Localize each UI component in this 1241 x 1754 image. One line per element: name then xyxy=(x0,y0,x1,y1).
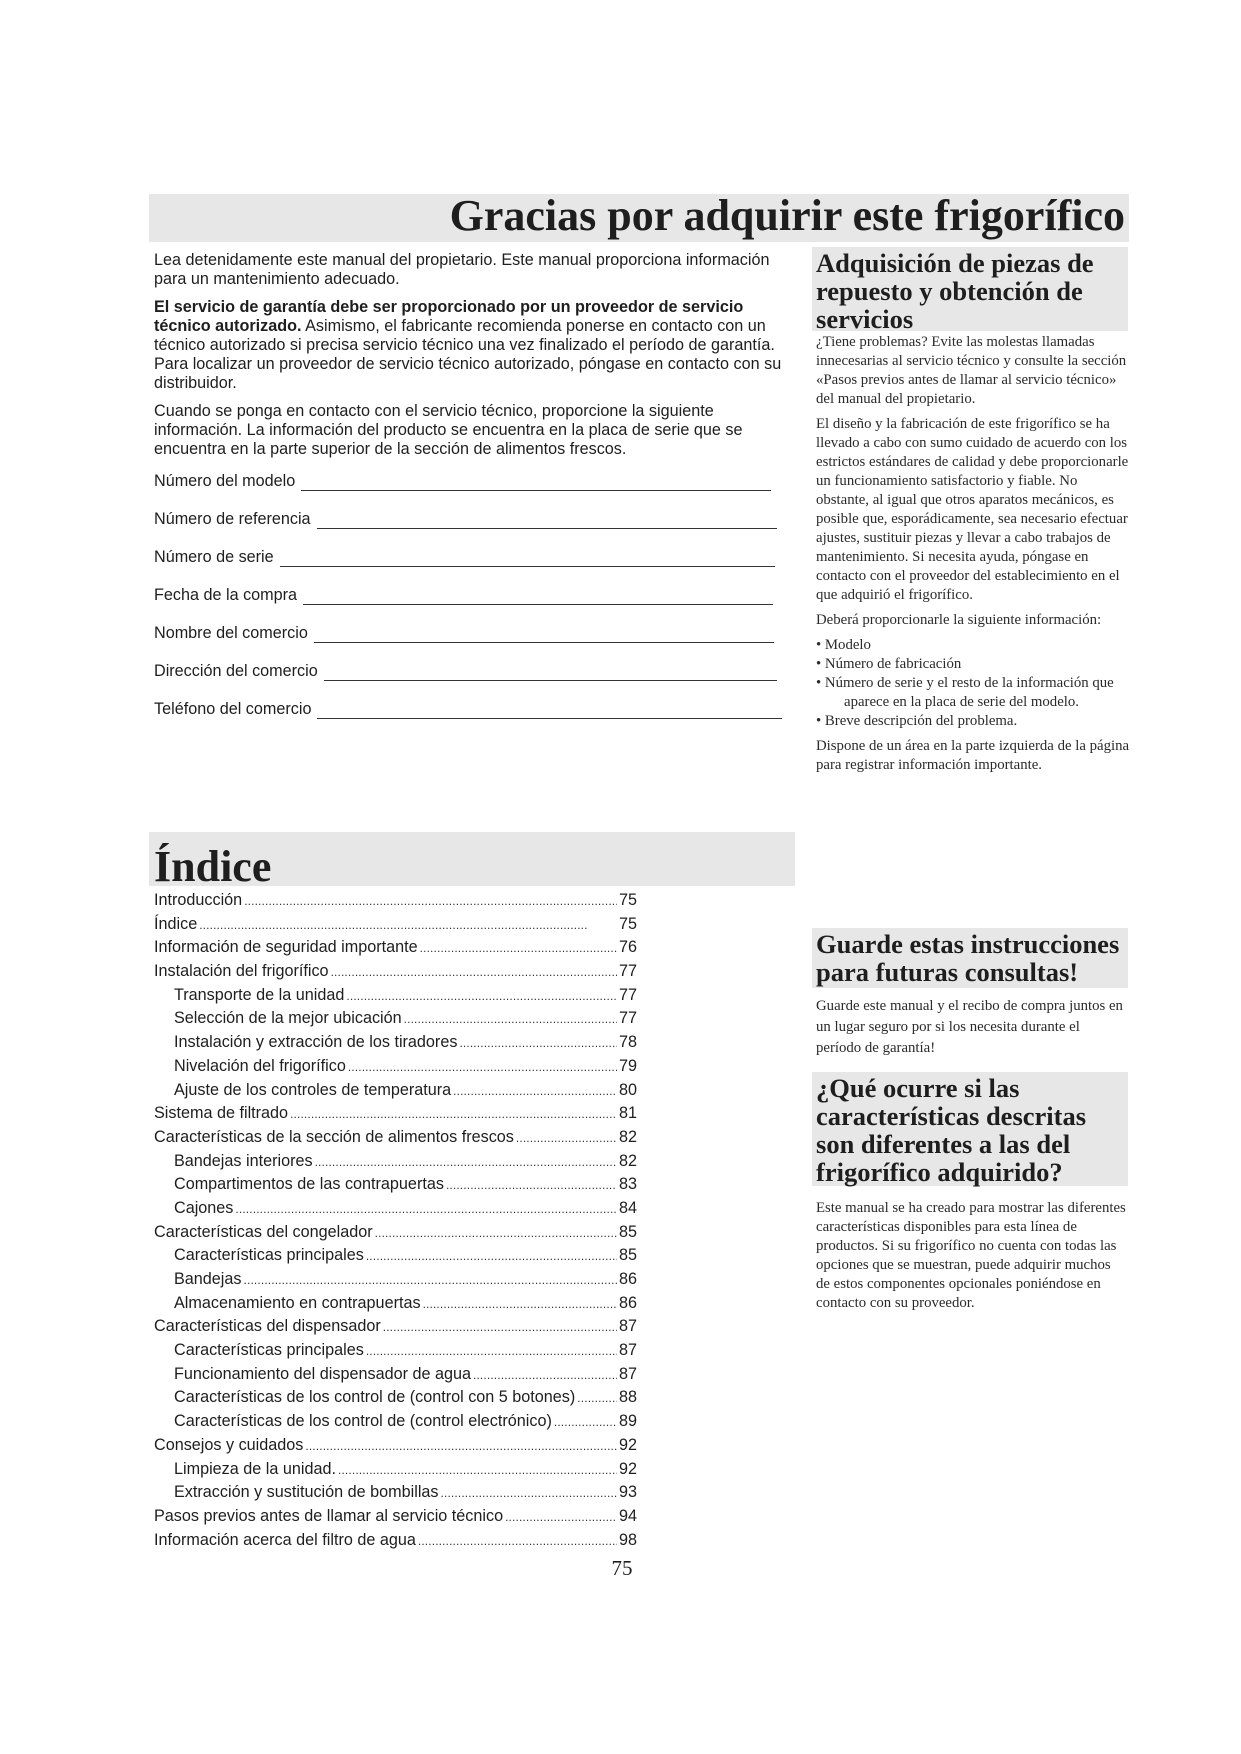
toc-subentry[interactable] xyxy=(154,1079,637,1103)
toc-page: 93 xyxy=(618,1483,637,1502)
toc-label: Características de los control de (control con 5 botones) xyxy=(174,1388,576,1407)
field-label: Fecha de la compra xyxy=(154,586,298,604)
toc-leader xyxy=(420,936,617,961)
parts-paragraph-4: Dispone de un área en la parte izquierda de la página para registrar información importante. xyxy=(816,738,1130,773)
field-blank-line xyxy=(303,590,773,605)
table-of-contents xyxy=(154,889,637,1552)
toc-subentry[interactable] xyxy=(154,1363,637,1387)
toc-label: Consejos y cuidados xyxy=(154,1435,304,1454)
toc-subentry[interactable] xyxy=(154,1410,637,1434)
toc-label: Funcionamiento del dispensador de agua xyxy=(174,1364,471,1383)
differences-section xyxy=(816,1199,1126,1319)
toc-page: 92 xyxy=(618,1435,637,1454)
differences-text: Este manual se ha creado para mostrar las diferentes características disponibles para esta línea de productos. Si su frigorífico no cuenta con todas las opciones que se muestran, puede adquirir muchos de estos componentes opcionales poniéndose en contacto con su proveedor. xyxy=(816,1200,1126,1311)
toc-label: Características de la sección de alimentos frescos xyxy=(154,1127,514,1146)
toc-subentry[interactable] xyxy=(154,1173,637,1197)
toc-subentry[interactable] xyxy=(154,1292,637,1316)
toc-leader xyxy=(331,960,617,985)
toc-page: 82 xyxy=(618,1151,637,1170)
field-store-name xyxy=(154,621,774,643)
toc-page: 77 xyxy=(618,962,637,981)
toc-page: 77 xyxy=(618,1009,637,1028)
field-serial-number xyxy=(154,545,775,567)
toc-label: Instalación del frigorífico xyxy=(154,962,329,981)
save-section xyxy=(816,996,1126,1065)
toc-entry[interactable] xyxy=(154,1434,637,1458)
page-number: 75 xyxy=(611,1556,633,1580)
toc-leader xyxy=(554,1410,617,1435)
toc-label: Características del dispensador xyxy=(154,1317,381,1336)
toc-subentry[interactable] xyxy=(154,1458,637,1482)
index-title: Índice xyxy=(154,842,272,891)
toc-subentry[interactable] xyxy=(154,1150,637,1174)
toc-leader xyxy=(290,1102,617,1127)
differences-heading-band xyxy=(812,1072,1128,1186)
toc-leader xyxy=(516,1126,617,1151)
field-blank-line xyxy=(314,628,774,643)
intro-paragraph-1: Lea detenidamente este manual del propietario. Este manual proporciona información para un mantenimiento adecuado. xyxy=(154,251,770,288)
toc-page: 85 xyxy=(618,1246,637,1265)
title-band xyxy=(149,191,1129,242)
toc-page: 87 xyxy=(618,1317,637,1336)
toc-leader xyxy=(375,1221,617,1246)
toc-label: Introducción xyxy=(154,891,243,909)
toc-leader xyxy=(244,1268,617,1293)
index-band xyxy=(149,832,795,891)
toc-subentry[interactable] xyxy=(154,1007,637,1031)
toc-leader xyxy=(338,1458,617,1483)
toc-leader xyxy=(577,1386,617,1411)
toc-subentry[interactable] xyxy=(154,1339,637,1363)
toc-label: Información de seguridad importante xyxy=(154,938,418,957)
toc-entry[interactable] xyxy=(154,1315,637,1339)
toc-label: Transporte de la unidad xyxy=(174,985,345,1004)
toc-page: 86 xyxy=(618,1270,637,1288)
toc-label: Almacenamiento en contrapuertas xyxy=(174,1293,421,1312)
toc-label: Pasos previos antes de llamar al servicio técnico xyxy=(154,1506,504,1525)
toc-page: 85 xyxy=(618,1222,637,1241)
field-blank-line xyxy=(280,552,775,567)
toc-page: 98 xyxy=(618,1530,637,1549)
list-item: • Modelo xyxy=(816,636,1132,655)
record-fields xyxy=(154,469,786,735)
warranty-bold-text: El servicio de garantía debe ser proporcionado por un proveedor de servicio técnico autorizado. xyxy=(154,298,744,335)
field-blank-line xyxy=(317,704,782,719)
toc-label: Ajuste de los controles de temperatura xyxy=(174,1080,452,1099)
toc-page: 94 xyxy=(618,1506,637,1525)
save-heading: Guarde estas instrucciones para futuras consultas! xyxy=(816,929,1120,987)
toc-leader xyxy=(305,1434,617,1459)
field-blank-line xyxy=(317,514,777,529)
parts-paragraph-2: El diseño y la fabricación de este frigorífico se ha llevado a cabo con sumo cuidado de acuerdo con los estrictos estándares de calidad y debe proporcionarle un funcionamiento satisfactorio y fiable. No obstante, al igual que otros aparatos mecánicos, es posible que, esporádicamente, sea necesario efectuar ajustes, sustituir piezas y llevar a cabo trabajos de mantenimiento. Si necesita ayuda, póngase en contacto con el proveedor del establecimiento en el que adquirió el frigorífico. xyxy=(816,416,1129,603)
toc-subentry[interactable] xyxy=(154,1268,637,1292)
toc-leader xyxy=(441,1481,617,1506)
toc-entry[interactable] xyxy=(154,1505,637,1529)
save-heading-band xyxy=(812,928,1128,988)
toc-page: 77 xyxy=(618,985,637,1004)
toc-label: Nivelación del frigorífico xyxy=(174,1056,346,1075)
toc-entry[interactable] xyxy=(154,1529,637,1553)
toc-leader xyxy=(473,1363,617,1388)
toc-label: Bandejas interiores xyxy=(174,1151,313,1170)
field-model-number xyxy=(154,469,771,491)
toc-leader xyxy=(346,984,617,1009)
toc-label: Instalación y extracción de los tiradores xyxy=(174,1033,458,1052)
field-label: Nombre del comercio xyxy=(154,624,308,642)
toc-label: Características principales xyxy=(174,1246,364,1265)
toc-page: 86 xyxy=(618,1293,637,1312)
toc-subentry[interactable] xyxy=(154,1197,637,1221)
toc-page: 78 xyxy=(618,1033,637,1052)
toc-page: 87 xyxy=(618,1364,637,1383)
toc-leader xyxy=(453,1079,617,1104)
toc-subentry[interactable] xyxy=(154,1386,637,1410)
toc-leader xyxy=(235,1197,617,1222)
toc-leader xyxy=(366,1339,617,1364)
field-label: Teléfono del comercio xyxy=(154,700,312,718)
toc-leader xyxy=(366,1244,617,1269)
toc-leader xyxy=(315,1150,617,1175)
toc-label: Características de los control de (control electrónico) xyxy=(174,1412,552,1431)
list-item: • Número de serie y el resto de la información que aparece en la placa de serie del modelo. xyxy=(816,674,1132,712)
differences-heading: ¿Qué ocurre si las características descritas son diferentes a las del frigorífico adquirido? xyxy=(816,1073,1087,1187)
toc-label: Información acerca del filtro de agua xyxy=(154,1530,416,1549)
toc-entry[interactable] xyxy=(154,889,637,913)
toc-leader xyxy=(199,913,617,938)
toc-label: Bandejas xyxy=(174,1270,242,1288)
toc-leader xyxy=(348,1055,617,1080)
parts-heading: Adquisición de piezas de repuesto y obtención de servicios xyxy=(816,248,1094,334)
toc-entry[interactable] xyxy=(154,1221,637,1245)
parts-heading-band xyxy=(812,247,1128,334)
toc-label: Índice xyxy=(154,914,198,933)
toc-leader xyxy=(383,1315,617,1340)
field-store-phone xyxy=(154,697,782,719)
parts-section xyxy=(816,333,1132,781)
field-reference-number xyxy=(154,507,777,529)
toc-leader xyxy=(423,1292,617,1317)
parts-info-list xyxy=(816,636,1132,731)
field-blank-line xyxy=(301,476,771,491)
toc-page: 81 xyxy=(618,1104,637,1123)
toc-entry[interactable] xyxy=(154,913,637,937)
toc-subentry[interactable] xyxy=(154,1481,637,1505)
toc-page: 84 xyxy=(618,1198,637,1217)
toc-label: Sistema de filtrado xyxy=(154,1104,289,1123)
intro-paragraph-3: Cuando se ponga en contacto con el servicio técnico, proporcione la siguiente información. La información del producto se encuentra en la placa de serie que se encuentra en la parte superior de la sección de alimentos frescos. xyxy=(154,402,743,458)
toc-subentry[interactable] xyxy=(154,984,637,1008)
toc-leader xyxy=(446,1173,617,1198)
warranty-text: Asimismo, el fabricante recomienda ponerse en contacto con un técnico autorizado si precisa servicio técnico una vez finalizado el período de garantía. Para localizar un proveedor de servicio técnico autorizado, póngase en contacto con su distribuidor. xyxy=(154,317,782,392)
list-item: • Breve descripción del problema. xyxy=(816,712,1132,731)
field-purchase-date xyxy=(154,583,773,605)
toc-subentry[interactable] xyxy=(154,1244,637,1268)
toc-page: 75 xyxy=(618,914,637,933)
field-blank-line xyxy=(324,666,777,681)
parts-paragraph-3: Deberá proporcionarle la siguiente información: xyxy=(816,612,1102,628)
toc-entry[interactable] xyxy=(154,1126,637,1150)
parts-paragraph-1: ¿Tiene problemas? Evite las molestas llamadas innecesarias al servicio técnico y consulte la sección «Pasos previos antes de llamar al servicio técnico» del manual del propietario. xyxy=(816,334,1127,407)
toc-page: 89 xyxy=(618,1412,637,1431)
field-label: Número del modelo xyxy=(154,472,296,490)
field-label: Número de serie xyxy=(154,548,274,566)
list-item: • Número de fabricación xyxy=(816,655,1132,674)
toc-leader xyxy=(459,1031,617,1056)
toc-entry[interactable] xyxy=(154,936,637,960)
toc-label: Cajones xyxy=(174,1198,234,1217)
toc-page: 75 xyxy=(618,891,637,909)
toc-page: 88 xyxy=(618,1388,637,1407)
toc-entry[interactable] xyxy=(154,960,637,984)
toc-label: Selección de la mejor ubicación xyxy=(174,1009,402,1028)
toc-leader xyxy=(244,889,617,914)
intro-paragraph-2 xyxy=(154,298,794,393)
toc-page: 87 xyxy=(618,1341,637,1360)
toc-label: Limpieza de la unidad. xyxy=(174,1459,336,1478)
page-title: Gracias por adquirir este frigorífico xyxy=(449,191,1125,240)
toc-page: 76 xyxy=(618,938,637,957)
toc-label: Características principales xyxy=(174,1341,364,1360)
toc-leader xyxy=(505,1505,617,1530)
save-text: Guarde este manual y el recibo de compra juntos en un lugar seguro por si los necesita durante el período de garantía! xyxy=(816,998,1123,1056)
field-store-address xyxy=(154,659,777,681)
toc-label: Extracción y sustitución de bombillas xyxy=(174,1483,439,1502)
toc-leader xyxy=(404,1007,617,1032)
toc-entry[interactable] xyxy=(154,1102,637,1126)
intro-section xyxy=(154,251,794,468)
toc-page: 80 xyxy=(618,1080,637,1099)
toc-subentry[interactable] xyxy=(154,1031,637,1055)
toc-page: 83 xyxy=(618,1175,637,1194)
field-label: Número de referencia xyxy=(154,510,311,528)
toc-subentry[interactable] xyxy=(154,1055,637,1079)
toc-page: 82 xyxy=(618,1127,637,1146)
toc-page: 79 xyxy=(618,1056,637,1075)
field-label: Dirección del comercio xyxy=(154,662,318,680)
toc-label: Compartimentos de las contrapuertas xyxy=(174,1175,444,1194)
toc-page: 92 xyxy=(618,1459,637,1478)
toc-leader xyxy=(418,1529,617,1554)
toc-label: Características del congelador xyxy=(154,1222,373,1241)
